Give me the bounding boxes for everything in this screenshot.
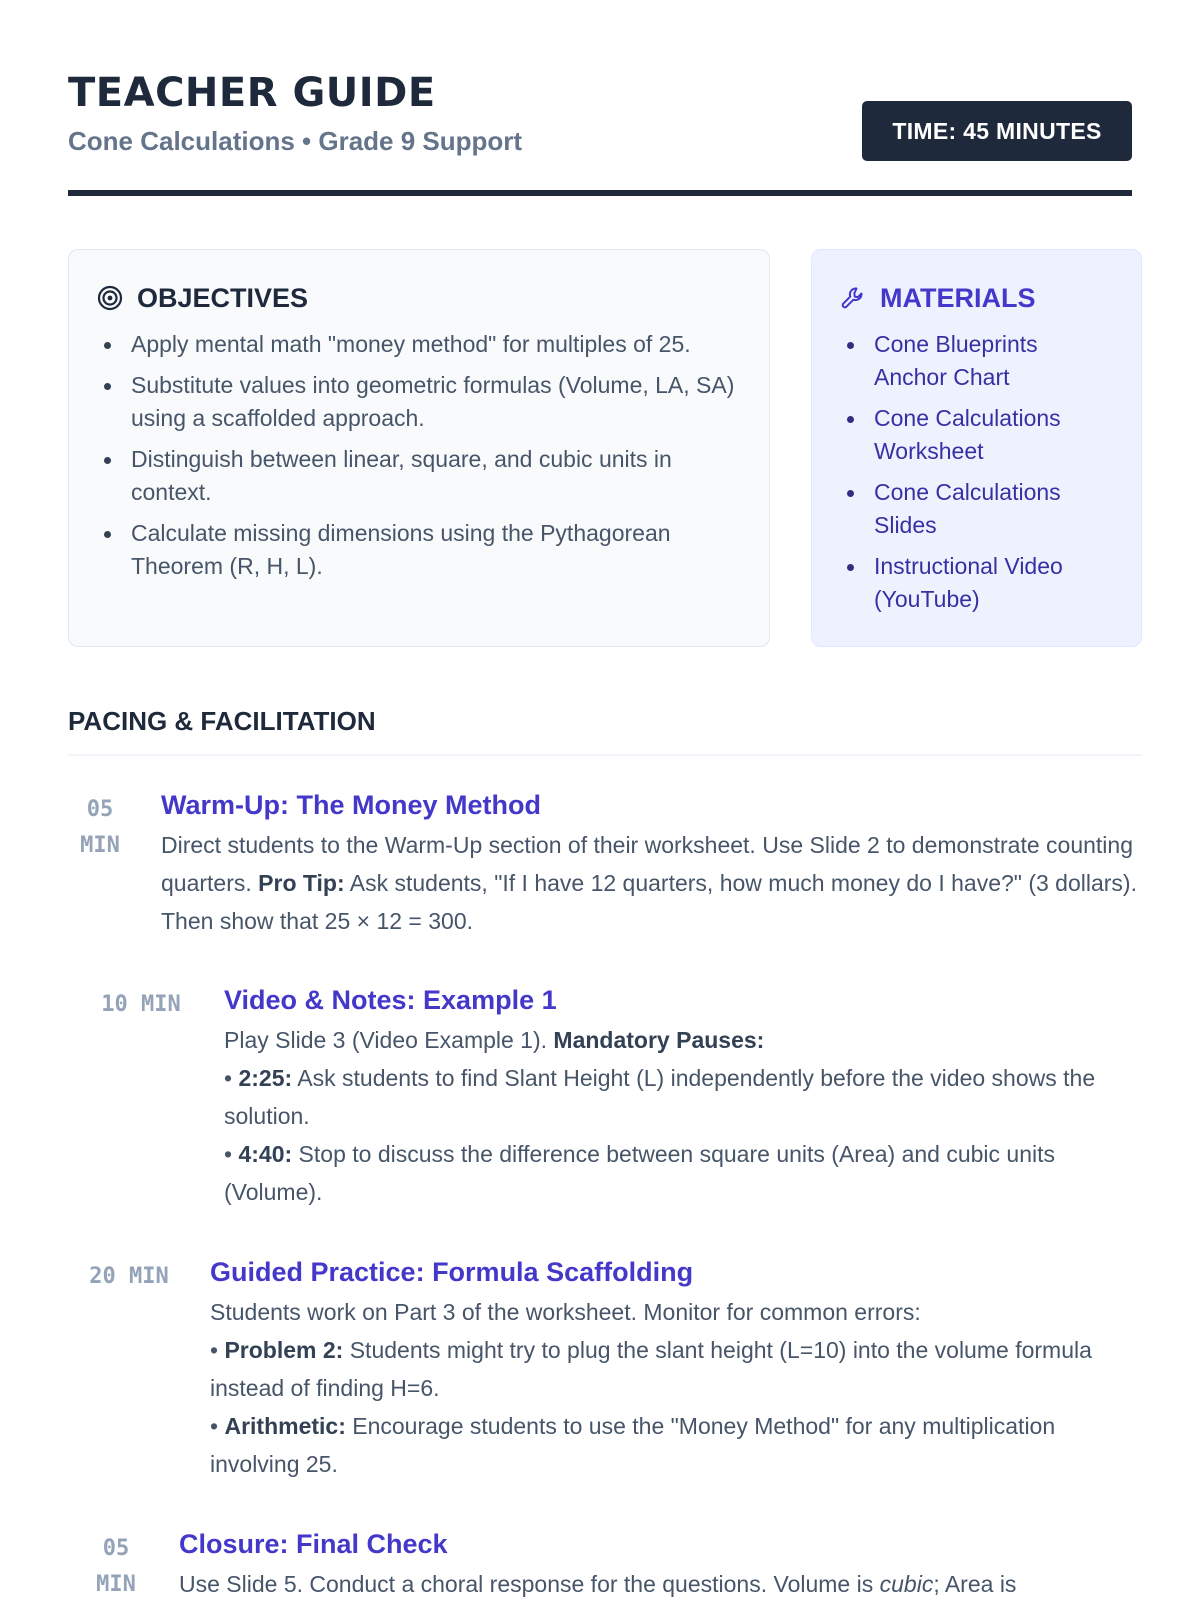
materials-card (811, 249, 1142, 647)
pacing-step-guided-practice (68, 1253, 1142, 1477)
list-item: Distinguish between linear, square, and cubic units in context. (97, 443, 741, 509)
step-title: Closure: Final Check (179, 1529, 448, 1559)
step-text: Students work on Part 3 of the worksheet. Monitor for common errors: • Problem 2: Students might try to plug the slant height (L=10) into the volume formula instead of finding H=6. • Arithmetic: Encourage students to use the "Money Method" for any multiplication involving 25. (210, 1299, 1092, 1477)
objectives-list (97, 328, 741, 583)
page-title: TEACHER GUIDE (68, 70, 436, 116)
info-cards (68, 249, 1142, 647)
materials-list (840, 328, 1113, 616)
list-item: Cone Calculations Slides (840, 476, 1113, 542)
list-item: Cone Blueprints Anchor Chart (840, 328, 1113, 394)
step-text: Play Slide 3 (Video Example 1). Mandatory Pauses: • 2:25: Ask students to find Slant Height (L) independently before the video shows the solution. • 4:40: Stop to discuss the difference between square units (Area) and cubic units (Volume). (224, 1027, 1096, 1205)
objectives-card (68, 249, 770, 647)
list-item: Calculate missing dimensions using the Pythagorean Theorem (R, H, L). (97, 517, 741, 583)
step-text: Use Slide 5. Conduct a choral response for the questions. Volume is cubic; Area is (179, 1571, 1017, 1597)
wrench-icon (840, 285, 866, 311)
section-divider (68, 754, 1142, 756)
list-item: Apply mental math "money method" for multiples of 25. (97, 328, 741, 361)
step-title: Video & Notes: Example 1 (224, 985, 557, 1015)
target-icon (97, 285, 123, 311)
step-time: 20 MIN (89, 1264, 169, 1289)
step-time: 05 MIN (80, 797, 120, 858)
list-item: Cone Calculations Worksheet (840, 402, 1113, 468)
step-title: Guided Practice: Formula Scaffolding (210, 1257, 694, 1287)
pacing-heading: PACING & FACILITATION (68, 706, 376, 736)
pacing-step-warmup (68, 786, 1142, 936)
step-time: 10 MIN (101, 992, 181, 1017)
list-item: Substitute values into geometric formulas (Volume, LA, SA) using a scaffolded approach. (97, 369, 741, 435)
materials-heading: MATERIALS (880, 282, 1036, 313)
guide-header (68, 0, 1132, 196)
step-time: 05 MIN (96, 1536, 136, 1597)
step-text: Direct students to the Warm-Up section of their worksheet. Use Slide 2 to demonstrate counting quarters. Pro Tip: Ask students, "If I have 12 quarters, how much money do I have?" (3 dollars). Then show that 25 × 12 = 300. (161, 832, 1137, 934)
pacing-step-video (68, 981, 1142, 1205)
list-item: Instructional Video (YouTube) (840, 550, 1113, 616)
step-title: Warm-Up: The Money Method (161, 790, 541, 820)
time-badge: TIME: 45 MINUTES (862, 101, 1132, 161)
pacing-step-closure (68, 1525, 1142, 1600)
objectives-heading: OBJECTIVES (137, 282, 309, 313)
page-subtitle: Cone Calculations • Grade 9 Support (68, 126, 523, 156)
